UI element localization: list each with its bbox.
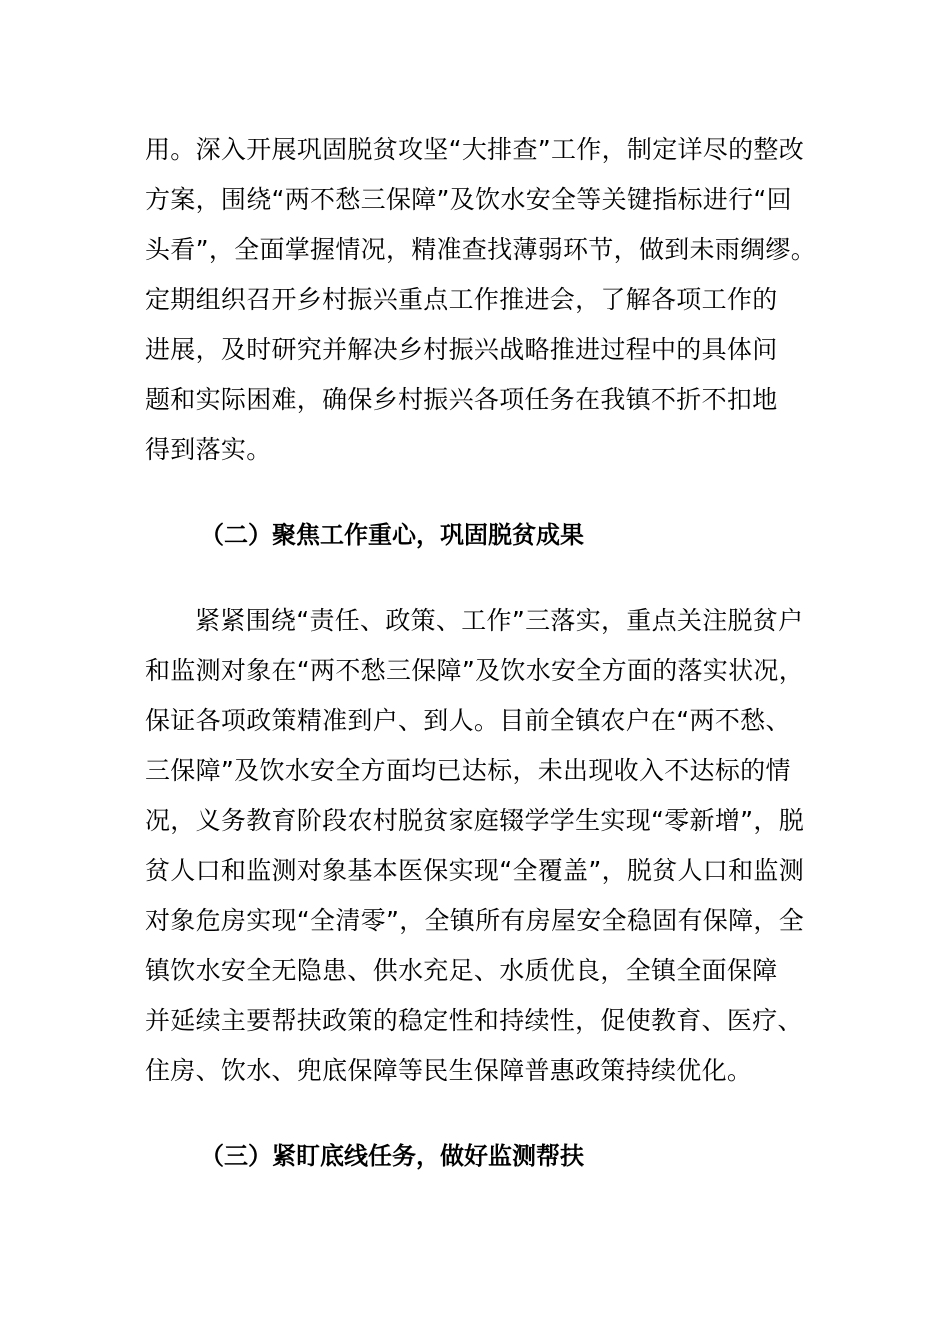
paragraph-2-line-5: 况，义务教育阶段农村脱贫家庭辍学学生实现“零新增”，脱 xyxy=(145,806,805,835)
paragraph-2-line-4: 三保障”及饮水安全方面均已达标，未出现收入不达标的情 xyxy=(145,756,791,785)
paragraph-1-line-3: 头看”，全面掌握情况，精准查找薄弱环节，做到未雨绸缪。 xyxy=(145,235,817,264)
paragraph-1-line-4: 定期组织召开乡村振兴重点工作推进会，了解各项工作的 xyxy=(145,285,778,314)
paragraph-1-line-7: 得到落实。 xyxy=(145,435,272,464)
paragraph-2-line-3: 保证各项政策精准到户、到人。目前全镇农户在“两不愁、 xyxy=(145,706,791,735)
section-heading-2: （二）聚焦工作重心，巩固脱贫成果 xyxy=(200,521,584,549)
paragraph-1-line-2: 方案，围绕“两不愁三保障”及饮水安全等关键指标进行“回 xyxy=(145,185,792,214)
paragraph-1-line-1: 用。深入开展巩固脱贫攻坚“大排查”工作，制定详尽的整改 xyxy=(145,135,805,164)
paragraph-2-line-6: 贫人口和监测对象基本医保实现“全覆盖”，脱贫人口和监测 xyxy=(145,856,805,885)
paragraph-2-line-1: 紧紧围绕“责任、政策、工作”三落实，重点关注脱贫户 xyxy=(195,606,804,635)
section-heading-3: （三）紧盯底线任务，做好监测帮扶 xyxy=(200,1142,584,1170)
paragraph-2-line-2: 和监测对象在“两不愁三保障”及饮水安全方面的落实状况， xyxy=(145,656,805,685)
paragraph-2-line-8: 镇饮水安全无隐患、供水充足、水质优良，全镇全面保障 xyxy=(145,956,778,985)
paragraph-1-line-5: 进展，及时研究并解决乡村振兴战略推进过程中的具体问 xyxy=(145,335,778,364)
paragraph-2-line-9: 并延续主要帮扶政策的稳定性和持续性，促使教育、医疗、 xyxy=(145,1006,803,1035)
paragraph-1-line-6: 题和实际困难，确保乡村振兴各项任务在我镇不折不扣地 xyxy=(145,385,778,414)
paragraph-2-line-10: 住房、饮水、兜底保障等民生保障普惠政策持续优化。 xyxy=(145,1056,753,1085)
paragraph-2-line-7: 对象危房实现“全清零”，全镇所有房屋安全稳固有保障，全 xyxy=(145,906,805,935)
